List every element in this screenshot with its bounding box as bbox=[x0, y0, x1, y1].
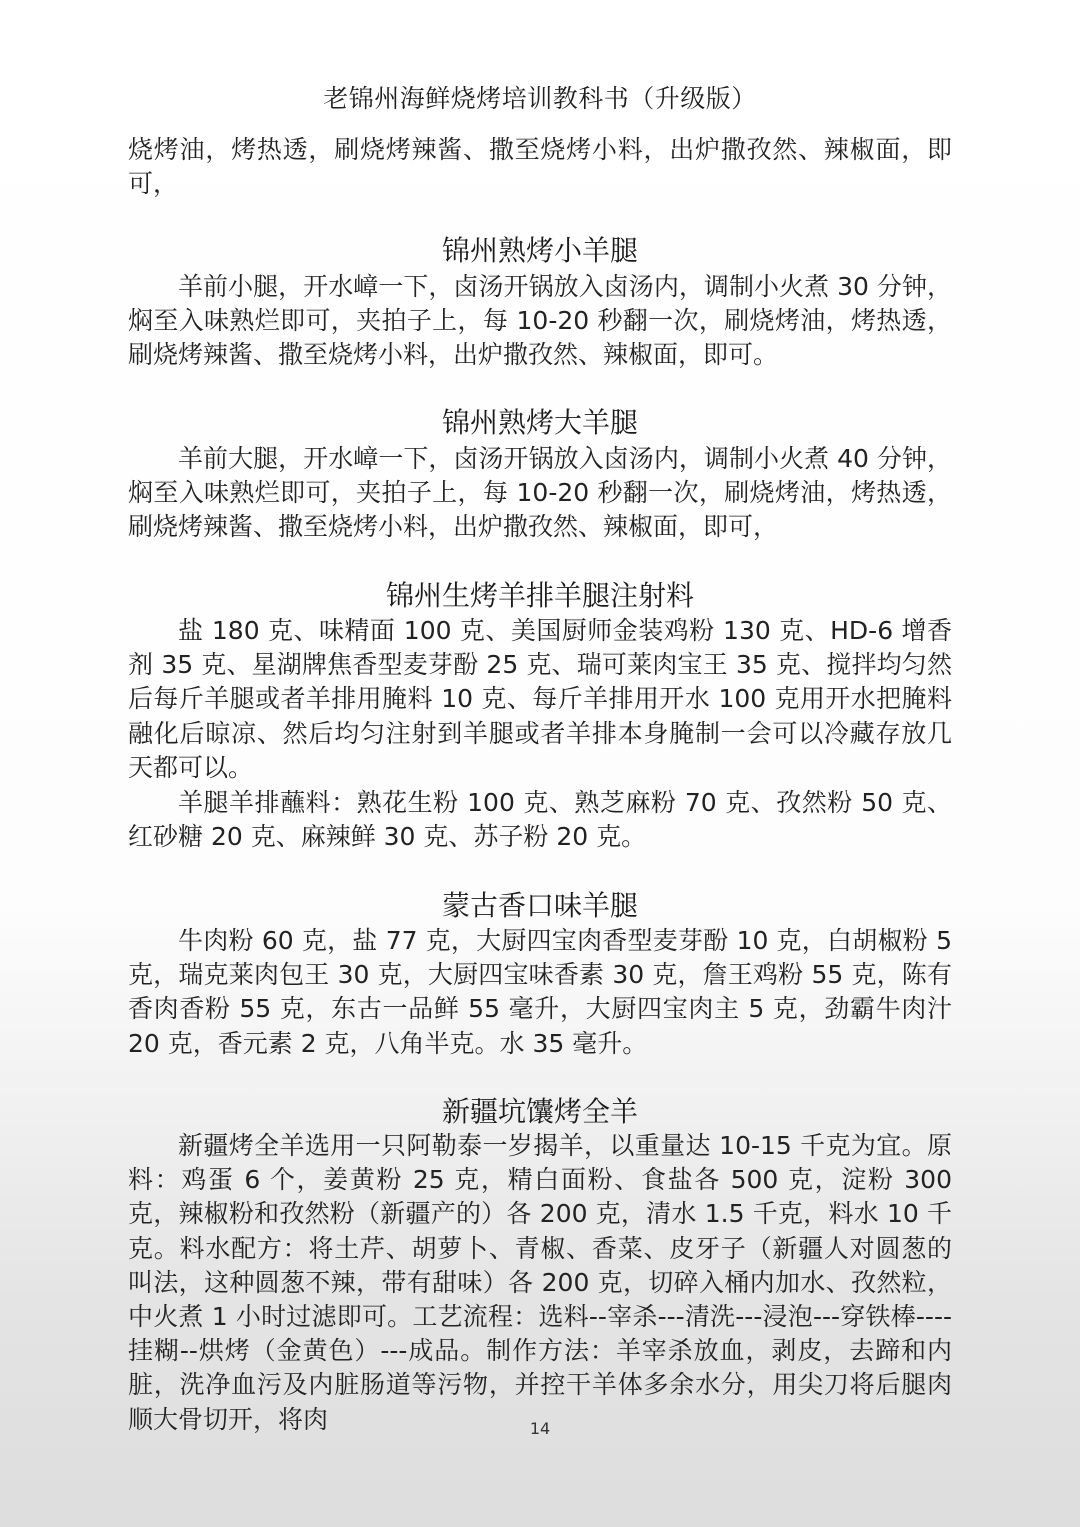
section-paragraph-injection-marinade: 盐 180 克、味精面 100 克、美国厨师金装鸡粉 130 克、HD-6 增香剂 35 克、星湖牌焦香型麦芽酚 25 克、瑞可莱肉宝王 35 克、搅拌均匀然后每斤羊腿或者羊排用腌料 10 克、每斤羊排用开水 100 克用开水把腌料融化后晾凉、然后均匀注射到羊腿或者羊排本身腌制一会可以冷藏存放几天都可以。 bbox=[128, 616, 952, 782]
section-title-injection-marinade: 锦州生烤羊排羊腿注射料 bbox=[385, 579, 694, 612]
section-paragraph-xinjiang-whole-lamb: 新疆烤全羊选用一只阿勒泰一岁揭羊，以重量达 10-15 千克为宜。原料：鸡蛋 6 个，姜黄粉 25 克，精白面粉、食盐各 500 克，淀粉 300 克，辣椒粉和孜然粉（新疆产的）各 200 克，清水 1.5 千克，料水 10 千克。料水配方：将土芹、胡萝卜、青椒、香菜、皮牙子（新疆人对圆葱的叫法，这种圆葱不辣，带有甜味）各 200 克，切碎入桶内加水、孜然粒，中火煮 1 小时过滤即可。工艺流程：选料--宰杀---清洗---浸泡---穿铁棒----挂糊--烘烤（金黄色）---成品。制作方法：羊宰杀放血，剥皮，去蹄和内脏，洗净血污及内脏肠道等污物，并控干羊体多余水分，用尖刀将后腿肉顺大骨切开，将肉 bbox=[128, 1131, 952, 1434]
section-paragraph-dipping-sauce: 羊腿羊排蘸料：熟花生粉 100 克、熟芝麻粉 70 克、孜然粉 50 克、红砂糖 20 克、麻辣鲜 30 克、苏子粉 20 克。 bbox=[128, 788, 952, 852]
intro-paragraph: 烧烤油，烤热透，刷烧烤辣酱、撒至烧烤小料，出炉撒孜然、辣椒面，即可， bbox=[128, 135, 952, 199]
section-title-large-lamb-leg: 锦州熟烤大羊腿 bbox=[441, 406, 638, 439]
section-title-small-lamb-leg: 锦州熟烤小羊腿 bbox=[441, 234, 638, 267]
section-paragraph-large-lamb-leg: 羊前大腿，开水嶂一下，卤汤开锅放入卤汤内，调制小火煮 40 分钟，焖至入味熟烂即可，夹拍子上，每 10-20 秒翻一次，刷烧烤油，烤热透，刷烧烤辣酱、撒至烧烤小料，出炉撒孜然、辣椒面，即可， bbox=[128, 444, 952, 542]
document-header-title: 老锦州海鲜烧烤培训教科书（升级版） bbox=[323, 84, 757, 113]
section-title-xinjiang-whole-lamb: 新疆坑馕烤全羊 bbox=[441, 1095, 638, 1128]
section-paragraph-small-lamb-leg: 羊前小腿，开水嶂一下，卤汤开锅放入卤汤内，调制小火煮 30 分钟，焖至入味熟烂即可，夹拍子上，每 10-20 秒翻一次，刷烧烤油，烤热透，刷烧烤辣酱、撒至烧烤小料，出炉撒孜然、辣椒面，即可。 bbox=[128, 272, 952, 370]
section-paragraph-mongolian-lamb-leg: 牛肉粉 60 克，盐 77 克，大厨四宝肉香型麦芽酚 10 克，白胡椒粉 5 克，瑞克莱肉包王 30 克，大厨四宝味香素 30 克，詹王鸡粉 55 克，陈有香肉香粉 55 克，东古一品鲜 55 毫升，大厨四宝肉主 5 克，劲霸牛肉汁 20 克，香元素 2 克，八角半克。水 35 毫升。 bbox=[128, 926, 952, 1058]
section-title-mongolian-lamb-leg: 蒙古香口味羊腿 bbox=[441, 889, 638, 922]
page-number: 14 bbox=[529, 1419, 551, 1438]
